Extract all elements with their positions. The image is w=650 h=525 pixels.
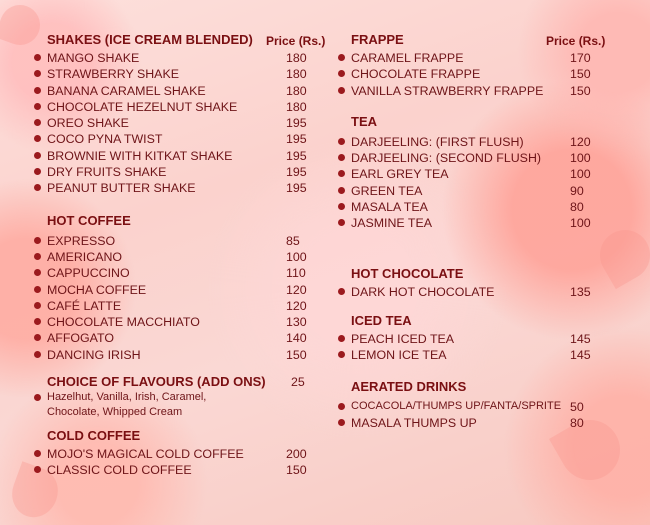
item-price: 195 xyxy=(286,181,307,196)
item-name: AFFOGATO xyxy=(47,331,115,346)
add-ons-title: CHOICE OF FLAVOURS (ADD ONS) xyxy=(47,374,266,390)
menu-item xyxy=(34,99,324,115)
menu-item xyxy=(338,183,598,199)
bullet-icon xyxy=(34,394,41,401)
menu-item xyxy=(34,330,324,346)
bullet-icon xyxy=(338,154,345,161)
bullet-icon xyxy=(338,87,345,94)
item-name: EARL GREY TEA xyxy=(351,167,449,182)
item-price: 195 xyxy=(286,132,307,147)
hot-coffee-title: HOT COFFEE xyxy=(47,212,131,228)
menu-item xyxy=(34,265,324,281)
item-name: CHOCOLATE MACCHIATO xyxy=(47,315,200,330)
item-name: JASMINE TEA xyxy=(351,216,433,231)
bullet-icon xyxy=(338,187,345,194)
item-price: 150 xyxy=(286,347,307,362)
menu-item xyxy=(338,150,598,166)
tea-list xyxy=(338,134,598,232)
shakes-header xyxy=(34,30,324,50)
add-ons-header xyxy=(34,372,324,390)
bullet-icon xyxy=(34,54,41,61)
item-name: MASALA THUMPS UP xyxy=(351,415,477,430)
menu-item xyxy=(338,415,598,431)
hot-coffee-header xyxy=(34,211,324,231)
shakes-list xyxy=(34,50,324,197)
menu-item xyxy=(338,284,598,300)
bullet-icon xyxy=(338,419,345,426)
item-price: 180 xyxy=(286,67,307,82)
menu-item xyxy=(34,164,324,180)
item-name: CAPPUCCINO xyxy=(47,266,130,281)
bullet-icon xyxy=(34,135,41,142)
item-name: MANGO SHAKE xyxy=(47,51,140,65)
tea-title: TEA xyxy=(351,113,377,129)
menu-item xyxy=(34,131,324,147)
bullet-icon xyxy=(34,152,41,159)
item-name: DARJEELING: (FIRST FLUSH) xyxy=(351,134,524,149)
item-name: LEMON ICE TEA xyxy=(351,348,447,363)
bullet-icon xyxy=(34,351,41,358)
frappe-price-label: Price (Rs.) xyxy=(546,34,606,48)
aerated-drinks-title: AERATED DRINKS xyxy=(351,378,467,394)
bullet-icon xyxy=(338,170,345,177)
item-name: DARJEELING: (SECOND FLUSH) xyxy=(351,151,542,166)
menu-item xyxy=(338,134,598,150)
shakes-title: SHAKES (ICE CREAM BLENDED) xyxy=(47,32,253,47)
bullet-icon xyxy=(34,466,41,473)
item-price: 100 xyxy=(570,216,591,231)
cold-coffee-title: COLD COFFEE xyxy=(47,428,141,444)
menu-item xyxy=(338,83,598,99)
item-name: CLASSIC COLD COFFEE xyxy=(47,463,192,478)
item-name: BANANA CARAMEL SHAKE xyxy=(47,83,206,98)
cold-coffee-list xyxy=(34,446,324,479)
menu-item xyxy=(338,331,598,347)
menu-item xyxy=(34,314,324,330)
item-price: 80 xyxy=(570,415,584,430)
frappe-header xyxy=(338,30,606,50)
item-price: 100 xyxy=(570,151,591,166)
bullet-icon xyxy=(338,351,345,358)
menu-item xyxy=(34,249,324,265)
hot-chocolate-header xyxy=(338,264,598,284)
item-name: EXPRESSO xyxy=(47,233,116,248)
item-price: 195 xyxy=(286,165,307,180)
bullet-icon xyxy=(34,450,41,457)
item-price: 145 xyxy=(570,348,591,363)
item-name: VANILLA STRAWBERRY FRAPPE xyxy=(351,83,544,98)
add-ons-line-1: Hazelhut, Vanilla, Irish, Caramel, xyxy=(47,391,207,404)
item-price: 135 xyxy=(570,284,591,299)
item-name: CARAMEL FRAPPE xyxy=(351,51,464,65)
bullet-icon xyxy=(338,138,345,145)
frappe-title: FRAPPE xyxy=(351,32,404,47)
item-name: STRAWBERRY SHAKE xyxy=(47,67,179,82)
right-column xyxy=(338,30,606,431)
item-name: PEANUT BUTTER SHAKE xyxy=(47,181,196,196)
item-name: CAFÉ LATTE xyxy=(47,298,122,313)
bullet-icon xyxy=(34,87,41,94)
aerated-drinks-list xyxy=(338,399,598,432)
item-price: 90 xyxy=(570,183,584,198)
hot-coffee-list xyxy=(34,233,324,363)
bullet-icon xyxy=(338,403,345,410)
menu-item xyxy=(34,233,324,249)
bullet-icon xyxy=(338,54,345,61)
item-price: 80 xyxy=(570,200,584,215)
item-name: COCO PYNA TWIST xyxy=(47,132,163,147)
item-price: 195 xyxy=(286,116,307,131)
menu-item xyxy=(34,180,324,196)
item-name: CHOCOLATE FRAPPE xyxy=(351,67,481,82)
item-name: COCACOLA/THUMPS UP/FANTA/SPRITE xyxy=(351,399,562,412)
menu-item xyxy=(338,215,598,231)
item-name: MOCHA COFFEE xyxy=(47,282,147,297)
item-price: 50 xyxy=(570,399,584,414)
item-price: 150 xyxy=(570,67,591,82)
item-price: 110 xyxy=(286,266,306,281)
item-price: 180 xyxy=(286,99,307,114)
menu-item xyxy=(34,115,324,131)
item-price: 85 xyxy=(286,233,300,248)
bullet-icon xyxy=(338,219,345,226)
add-ons-line-2: Chocolate, Whipped Cream xyxy=(47,406,183,419)
item-name: OREO SHAKE xyxy=(47,116,129,131)
add-ons-list-continued xyxy=(34,405,324,420)
bullet-icon xyxy=(338,70,345,77)
item-price: 140 xyxy=(286,331,307,346)
bullet-icon xyxy=(34,168,41,175)
item-name: MASALA TEA xyxy=(351,200,428,215)
bullet-icon xyxy=(34,237,41,244)
bullet-icon xyxy=(34,318,41,325)
item-price: 130 xyxy=(286,315,307,330)
item-name: DARK HOT CHOCOLATE xyxy=(351,284,495,299)
bullet-icon xyxy=(34,269,41,276)
aerated-drinks-header xyxy=(338,377,598,397)
left-column xyxy=(34,30,324,479)
bullet-icon xyxy=(338,335,345,342)
item-price: 100 xyxy=(570,167,591,182)
item-name: DRY FRUITS SHAKE xyxy=(47,165,167,180)
menu-item xyxy=(34,446,324,462)
menu-item xyxy=(34,298,324,314)
iced-tea-header xyxy=(338,311,598,331)
item-price: 145 xyxy=(570,331,591,346)
item-price: 180 xyxy=(286,83,307,98)
bullet-icon xyxy=(34,286,41,293)
add-ons-list xyxy=(34,390,324,405)
item-name: MOJO'S MAGICAL COLD COFFEE xyxy=(47,447,244,462)
menu-item xyxy=(34,462,324,478)
menu-item xyxy=(338,50,598,66)
item-price: 150 xyxy=(286,463,307,478)
menu-item xyxy=(34,66,324,82)
menu-item xyxy=(338,399,598,415)
bullet-icon xyxy=(34,334,41,341)
shakes-price-label: Price (Rs.) xyxy=(266,34,326,48)
item-price: 120 xyxy=(286,298,307,313)
menu-item xyxy=(338,166,598,182)
menu-item xyxy=(338,199,598,215)
menu-item xyxy=(338,347,598,363)
bullet-icon xyxy=(34,253,41,260)
iced-tea-list xyxy=(338,331,598,364)
cold-coffee-header xyxy=(34,426,324,446)
menu-item xyxy=(34,148,324,164)
item-name: CHOCOLATE HEZELNUT SHAKE xyxy=(47,99,238,114)
item-price: 120 xyxy=(286,282,307,297)
hot-chocolate-title: HOT CHOCOLATE xyxy=(351,265,464,281)
item-name: DANCING IRISH xyxy=(47,347,141,362)
iced-tea-title: ICED TEA xyxy=(351,312,412,328)
menu-item xyxy=(338,66,598,82)
item-price: 200 xyxy=(286,447,307,462)
menu-item xyxy=(34,282,324,298)
menu-item xyxy=(34,50,324,66)
item-price: 180 xyxy=(286,51,307,65)
item-price: 195 xyxy=(286,148,307,163)
item-price: 150 xyxy=(570,83,591,98)
bullet-icon xyxy=(338,203,345,210)
item-name: PEACH ICED TEA xyxy=(351,331,455,346)
item-name: GREEN TEA xyxy=(351,183,423,198)
bullet-icon xyxy=(34,103,41,110)
frappe-list xyxy=(338,50,598,99)
item-name: BROWNIE WITH KITKAT SHAKE xyxy=(47,148,233,163)
bullet-icon xyxy=(34,70,41,77)
hot-chocolate-list xyxy=(338,284,598,300)
menu-item xyxy=(34,347,324,363)
item-name: AMERICANO xyxy=(47,249,123,264)
item-price: 100 xyxy=(286,249,307,264)
item-price: 170 xyxy=(570,51,591,65)
bullet-icon xyxy=(34,184,41,191)
add-ons-price: 25 xyxy=(291,375,305,390)
bullet-icon xyxy=(34,119,41,126)
bullet-icon xyxy=(338,288,345,295)
tea-header xyxy=(338,112,598,132)
menu-item xyxy=(34,83,324,99)
bullet-icon xyxy=(34,302,41,309)
item-price: 120 xyxy=(570,134,591,149)
